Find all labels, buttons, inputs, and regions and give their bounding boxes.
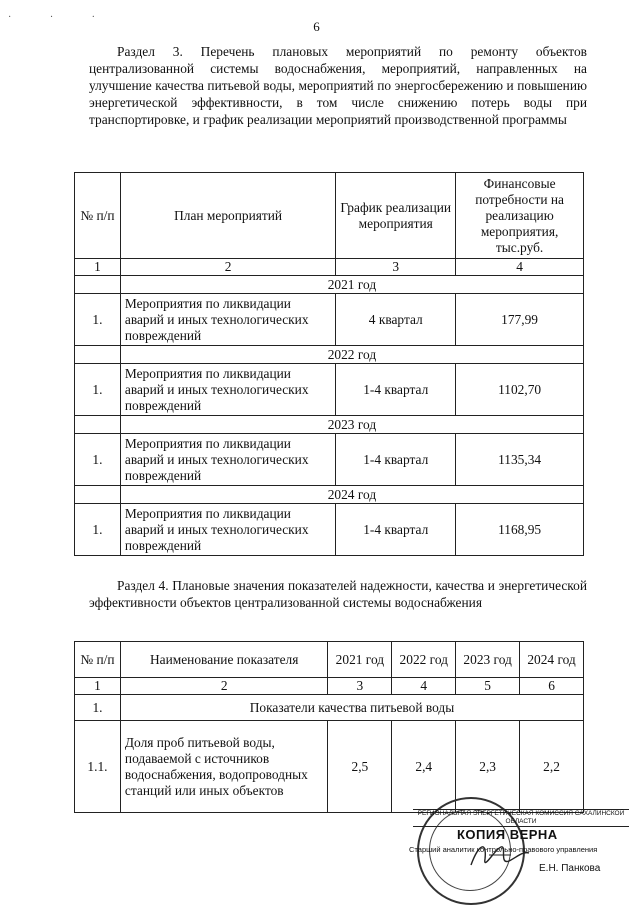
row-schedule: 1-4 квартал bbox=[336, 364, 456, 416]
table-row bbox=[75, 504, 584, 556]
value-2022: 2,4 bbox=[392, 721, 456, 813]
section-3-text: Раздел 3. Перечень плановых мероприятий по ремонту объектов централизованной системы водоснабжения, мероприятий, направленных на улучшение качества питьевой воды, мероприятий по энергосбережению и повышению энергетической эффективности, в том числе снижению потерь воды при транспортировке, и график реализации мероприятий производственной программы bbox=[89, 44, 587, 127]
row-schedule: 1-4 квартал bbox=[336, 434, 456, 486]
row-amount: 177,99 bbox=[456, 294, 584, 346]
group-num: 1. bbox=[75, 695, 121, 721]
year-label: 2022 год bbox=[120, 346, 583, 364]
col-number: 3 bbox=[328, 678, 392, 695]
row-amount: 1102,70 bbox=[456, 364, 584, 416]
row-num: 1. bbox=[75, 294, 121, 346]
stamp-title: КОПИЯ ВЕРНА bbox=[457, 827, 558, 842]
col-header-2023: 2023 год bbox=[456, 642, 520, 678]
section-3-heading bbox=[89, 43, 587, 128]
col-header-2024: 2024 год bbox=[520, 642, 584, 678]
value-2021: 2,5 bbox=[328, 721, 392, 813]
row-schedule: 4 квартал bbox=[336, 294, 456, 346]
table-row bbox=[75, 434, 584, 486]
column-number-row bbox=[75, 678, 584, 695]
page-number: 6 bbox=[313, 19, 320, 34]
col-number: 1 bbox=[75, 259, 121, 276]
indicators-table bbox=[74, 641, 584, 813]
row-num: 1. bbox=[75, 504, 121, 556]
row-plan: Мероприятия по ликвидации аварий и иных технологических повреждений bbox=[120, 294, 335, 346]
col-header-name: Наименование показателя bbox=[120, 642, 328, 678]
row-schedule: 1-4 квартал bbox=[336, 504, 456, 556]
section-4-heading bbox=[89, 577, 587, 611]
value-2024: 2,2 bbox=[520, 721, 584, 813]
activities-table bbox=[74, 172, 584, 556]
col-header-num: № п/п bbox=[75, 173, 121, 259]
row-num: 1. bbox=[75, 364, 121, 416]
col-number: 5 bbox=[456, 678, 520, 695]
row-amount: 1168,95 bbox=[456, 504, 584, 556]
col-header-amount: Финансовые потребности на реализацию мероприятия, тыс.руб. bbox=[456, 173, 584, 259]
year-label: 2021 год bbox=[120, 276, 583, 294]
value-2023: 2,3 bbox=[456, 721, 520, 813]
row-amount: 1135,34 bbox=[456, 434, 584, 486]
group-row bbox=[75, 695, 584, 721]
year-row bbox=[75, 346, 584, 364]
year-row-blank bbox=[75, 416, 121, 434]
col-header-2022: 2022 год bbox=[392, 642, 456, 678]
row-plan: Мероприятия по ликвидации аварий и иных технологических повреждений bbox=[120, 434, 335, 486]
table-header-row bbox=[75, 173, 584, 259]
year-label: 2023 год bbox=[120, 416, 583, 434]
col-number: 3 bbox=[336, 259, 456, 276]
group-title: Показатели качества питьевой воды bbox=[120, 695, 583, 721]
year-row-blank bbox=[75, 346, 121, 364]
year-row-blank bbox=[75, 276, 121, 294]
stamp-org: РЕГИОНАЛЬНАЯ ЭНЕРГЕТИЧЕСКАЯ КОМИССИЯ САХАЛИНСКОЙ ОБЛАСТИ bbox=[413, 809, 629, 827]
col-header-num: № п/п bbox=[75, 642, 121, 678]
year-row bbox=[75, 276, 584, 294]
col-header-2021: 2021 год bbox=[328, 642, 392, 678]
col-number: 4 bbox=[392, 678, 456, 695]
column-number-row bbox=[75, 259, 584, 276]
row-num: 1. bbox=[75, 434, 121, 486]
year-label: 2024 год bbox=[120, 486, 583, 504]
table-header-row bbox=[75, 642, 584, 678]
scan-marks: · · · bbox=[8, 12, 113, 23]
col-number: 4 bbox=[456, 259, 584, 276]
col-number: 2 bbox=[120, 678, 328, 695]
col-header-plan: План мероприятий bbox=[120, 173, 335, 259]
col-number: 1 bbox=[75, 678, 121, 695]
row-num: 1.1. bbox=[75, 721, 121, 813]
col-header-schedule: График реализации мероприятия bbox=[336, 173, 456, 259]
col-number: 6 bbox=[520, 678, 584, 695]
stamp-name: Е.Н. Панкова bbox=[539, 863, 601, 874]
row-plan: Мероприятия по ликвидации аварий и иных технологических повреждений bbox=[120, 364, 335, 416]
table-row bbox=[75, 294, 584, 346]
row-plan: Мероприятия по ликвидации аварий и иных технологических повреждений bbox=[120, 504, 335, 556]
col-number: 2 bbox=[120, 259, 335, 276]
table-row bbox=[75, 364, 584, 416]
section-4-text: Раздел 4. Плановые значения показателей надежности, качества и энергетической эффективности объектов централизованной системы водоснабжения bbox=[89, 578, 587, 610]
signature-icon bbox=[465, 835, 535, 875]
row-name: Доля проб питьевой воды, подаваемой с источников водоснабжения, водопроводных станций или иных объектов bbox=[120, 721, 328, 813]
stamp-role: Старший аналитик контрольно-правового управления bbox=[409, 845, 598, 854]
certification-stamp bbox=[405, 795, 633, 905]
year-row bbox=[75, 486, 584, 504]
year-row-blank bbox=[75, 486, 121, 504]
year-row bbox=[75, 416, 584, 434]
